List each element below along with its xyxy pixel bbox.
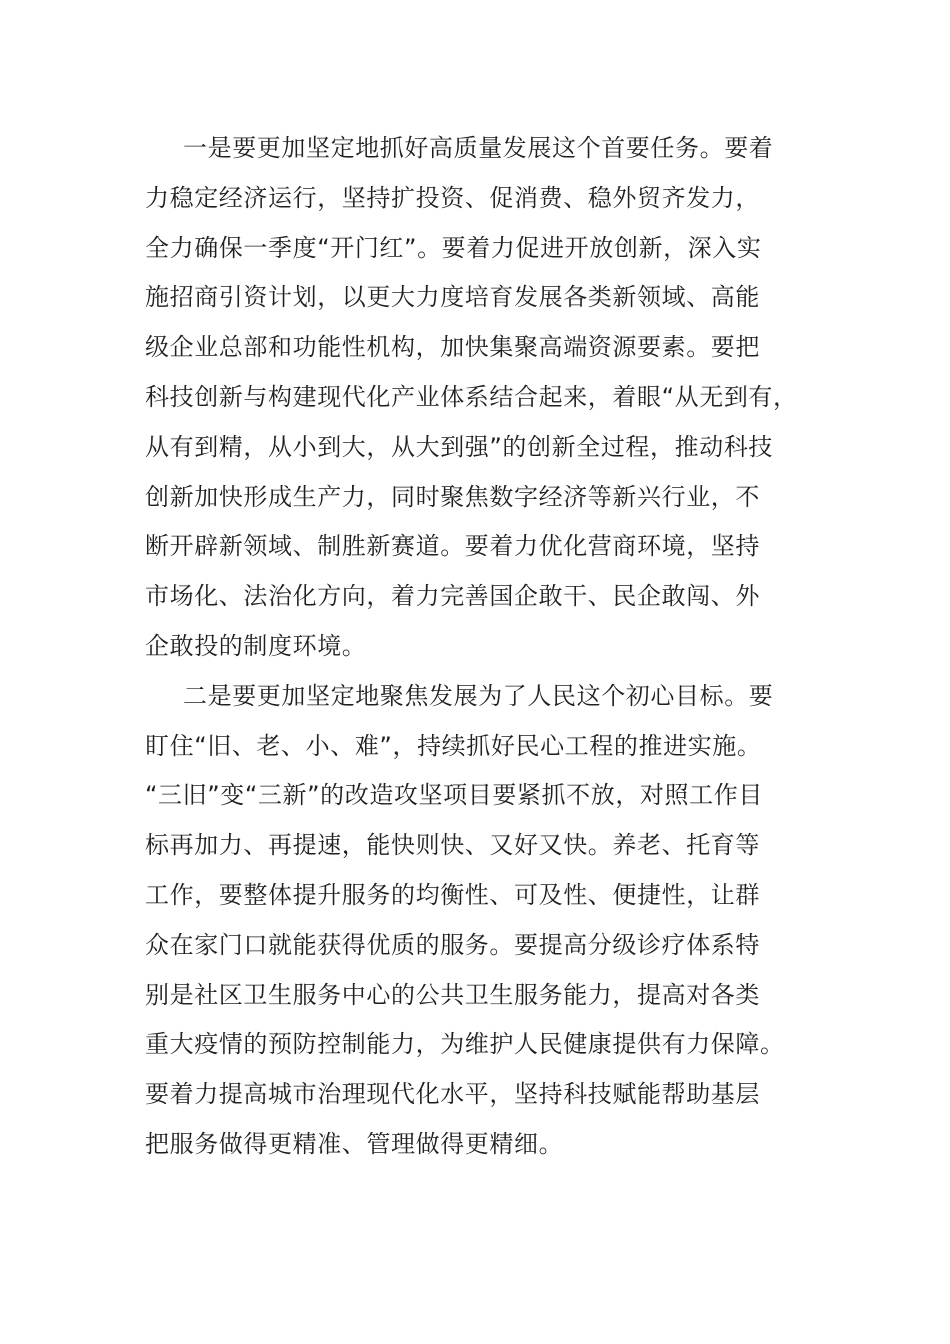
- paragraph-line: 科技创新与构建现代化产业体系结合起来，着眼“从无到有，: [145, 382, 798, 411]
- paragraph-line: 市场化、法治化方向，着力完善国企敢干、民企敢闯、外: [145, 582, 760, 611]
- paragraph-line: 工作，要整体提升服务的均衡性、可及性、便捷性，让群: [145, 880, 760, 909]
- paragraph-line: 级企业总部和功能性机构，加快集聚高端资源要素。要把: [145, 333, 760, 362]
- paragraph-line: 要着力提高城市治理现代化水平，坚持科技赋能帮助基层: [145, 1080, 760, 1109]
- paragraph-line: 重大疫情的预防控制能力，为维护人民健康提供有力保障。: [145, 1030, 785, 1059]
- paragraph-line: 一是要更加坚定地抓好高质量发展这个首要任务。要着: [183, 134, 774, 162]
- paragraph-line: 企敢投的制度环境。: [145, 631, 367, 660]
- paragraph-line: 创新加快形成生产力，同时聚焦数字经济等新兴行业，不: [145, 482, 760, 511]
- paragraph-2: [145, 672, 835, 1170]
- paragraph-1: [145, 124, 835, 672]
- paragraph-line: 把服务做得更精准、管理做得更精细。: [145, 1129, 564, 1158]
- paragraph-line: 力稳定经济运行，坚持扩投资、促消费、稳外贸齐发力，: [145, 183, 760, 212]
- paragraph-line: 众在家门口就能获得优质的服务。要提高分级诊疗体系特: [145, 930, 760, 959]
- paragraph-line: 全力确保一季度“开门红”。要着力促进开放创新，深入实: [145, 233, 762, 262]
- paragraph-line: 施招商引资计划，以更大力度培育发展各类新领域、高能: [145, 283, 760, 312]
- paragraph-line: 从有到精，从小到大，从大到强”的创新全过程，推动科技: [145, 432, 774, 461]
- paragraph-line: “三旧”变“三新”的改造攻坚项目要紧抓不放，对照工作目: [145, 781, 763, 810]
- paragraph-line: 标再加力、再提速，能快则快、又好又快。养老、托育等: [145, 831, 760, 860]
- paragraph-line: 断开辟新领域、制胜新赛道。要着力优化营商环境，坚持: [145, 532, 760, 561]
- paragraph-line: 盯住“旧、老、小、难”，持续抓好民心工程的推进实施。: [145, 731, 762, 760]
- paragraph-line: 二是要更加坚定地聚焦发展为了人民这个初心目标。要: [183, 681, 774, 710]
- document-body: [145, 124, 835, 1170]
- paragraph-line: 别是社区卫生服务中心的公共卫生服务能力，提高对各类: [145, 980, 760, 1009]
